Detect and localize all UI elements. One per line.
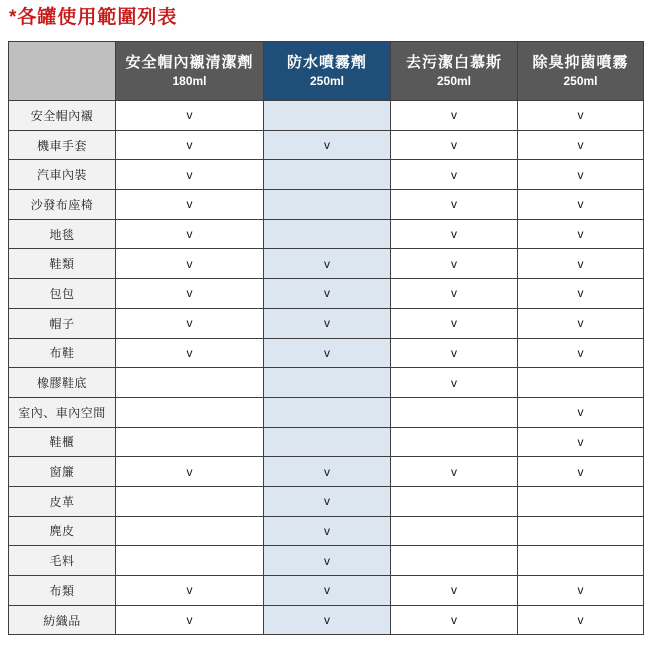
table-row (9, 101, 644, 131)
check-cell: v (264, 457, 391, 487)
table-row (9, 427, 644, 457)
table-row (9, 486, 644, 516)
check-cell: v (116, 249, 264, 279)
empty-cell (518, 516, 644, 546)
check-cell: v (116, 219, 264, 249)
row-label: 帽子 (9, 308, 116, 338)
table-row (9, 457, 644, 487)
column-header-4 (518, 42, 644, 101)
table-header (9, 42, 644, 101)
row-label: 麂皮 (9, 516, 116, 546)
column-header-1 (116, 42, 264, 101)
row-label: 包包 (9, 279, 116, 309)
row-label: 紡織品 (9, 605, 116, 635)
check-cell: v (518, 219, 644, 249)
check-cell: v (116, 130, 264, 160)
check-cell: v (391, 219, 518, 249)
check-cell: v (391, 308, 518, 338)
empty-cell (116, 546, 264, 576)
empty-cell (264, 427, 391, 457)
row-label: 布鞋 (9, 338, 116, 368)
check-cell: v (264, 308, 391, 338)
table-row (9, 397, 644, 427)
check-cell: v (264, 605, 391, 635)
table-row (9, 605, 644, 635)
check-cell: v (116, 457, 264, 487)
check-cell: v (116, 279, 264, 309)
product-volume: 180ml (172, 74, 207, 88)
check-cell: v (391, 101, 518, 131)
empty-cell (264, 397, 391, 427)
table-row (9, 279, 644, 309)
table-row (9, 308, 644, 338)
row-label: 皮革 (9, 486, 116, 516)
empty-cell (264, 160, 391, 190)
check-cell: v (264, 486, 391, 516)
empty-cell (391, 516, 518, 546)
check-cell: v (391, 130, 518, 160)
empty-cell (391, 546, 518, 576)
check-cell: v (391, 279, 518, 309)
check-cell: v (518, 457, 644, 487)
empty-cell (116, 486, 264, 516)
header-row (9, 42, 644, 101)
product-name: 防水噴霧劑 (286, 54, 367, 71)
page-title: *各罐使用範圍列表 (9, 7, 178, 28)
check-cell: v (116, 160, 264, 190)
empty-cell (391, 427, 518, 457)
row-label: 室內、車內空間 (9, 397, 116, 427)
check-cell: v (518, 249, 644, 279)
check-cell: v (518, 130, 644, 160)
check-cell: v (116, 308, 264, 338)
empty-cell (391, 486, 518, 516)
corner-cell (9, 42, 116, 101)
check-cell: v (391, 605, 518, 635)
row-label: 毛料 (9, 546, 116, 576)
check-cell: v (391, 368, 518, 398)
check-cell: v (116, 605, 264, 635)
table-row (9, 190, 644, 220)
check-cell: v (391, 190, 518, 220)
empty-cell (391, 397, 518, 427)
empty-cell (264, 190, 391, 220)
check-cell: v (391, 249, 518, 279)
row-label: 機車手套 (9, 130, 116, 160)
check-cell: v (264, 516, 391, 546)
empty-cell (264, 101, 391, 131)
check-cell: v (518, 279, 644, 309)
check-cell: v (518, 308, 644, 338)
row-label: 地毯 (9, 219, 116, 249)
table-body (9, 101, 644, 635)
empty-cell (518, 368, 644, 398)
table-row (9, 130, 644, 160)
check-cell: v (264, 576, 391, 606)
check-cell: v (518, 576, 644, 606)
empty-cell (264, 219, 391, 249)
table-row (9, 219, 644, 249)
check-cell: v (264, 279, 391, 309)
column-header-3 (391, 42, 518, 101)
row-label: 布類 (9, 576, 116, 606)
product-name: 除臭抑菌噴霧 (532, 54, 629, 71)
check-cell: v (391, 338, 518, 368)
product-name: 去污潔白慕斯 (405, 54, 502, 71)
check-cell: v (518, 338, 644, 368)
empty-cell (116, 516, 264, 546)
check-cell: v (116, 101, 264, 131)
empty-cell (518, 546, 644, 576)
row-label: 汽車內裝 (9, 160, 116, 190)
check-cell: v (518, 397, 644, 427)
check-cell: v (391, 160, 518, 190)
check-cell: v (116, 338, 264, 368)
row-label: 窗簾 (9, 457, 116, 487)
empty-cell (116, 368, 264, 398)
row-label: 鞋類 (9, 249, 116, 279)
table-row (9, 368, 644, 398)
check-cell: v (264, 546, 391, 576)
check-cell: v (116, 576, 264, 606)
product-volume: 250ml (309, 74, 345, 88)
table-row (9, 516, 644, 546)
empty-cell (116, 427, 264, 457)
table-row (9, 160, 644, 190)
check-cell: v (518, 101, 644, 131)
check-cell: v (518, 605, 644, 635)
table-row (9, 546, 644, 576)
column-header-2 (264, 42, 391, 101)
row-label: 橡膠鞋底 (9, 368, 116, 398)
check-cell: v (264, 249, 391, 279)
table-row (9, 338, 644, 368)
row-label: 鞋櫃 (9, 427, 116, 457)
check-cell: v (264, 130, 391, 160)
usage-range-table (8, 41, 644, 635)
check-cell: v (391, 457, 518, 487)
row-label: 沙發布座椅 (9, 190, 116, 220)
check-cell: v (391, 576, 518, 606)
check-cell: v (518, 160, 644, 190)
product-name: 安全帽內襯清潔劑 (125, 54, 254, 71)
table-row (9, 249, 644, 279)
product-volume: 250ml (436, 74, 472, 88)
row-label: 安全帽內襯 (9, 101, 116, 131)
empty-cell (264, 368, 391, 398)
product-volume: 250ml (563, 74, 598, 88)
check-cell: v (264, 338, 391, 368)
empty-cell (518, 486, 644, 516)
table-row (9, 576, 644, 606)
check-cell: v (518, 427, 644, 457)
check-cell: v (518, 190, 644, 220)
empty-cell (116, 397, 264, 427)
check-cell: v (116, 190, 264, 220)
